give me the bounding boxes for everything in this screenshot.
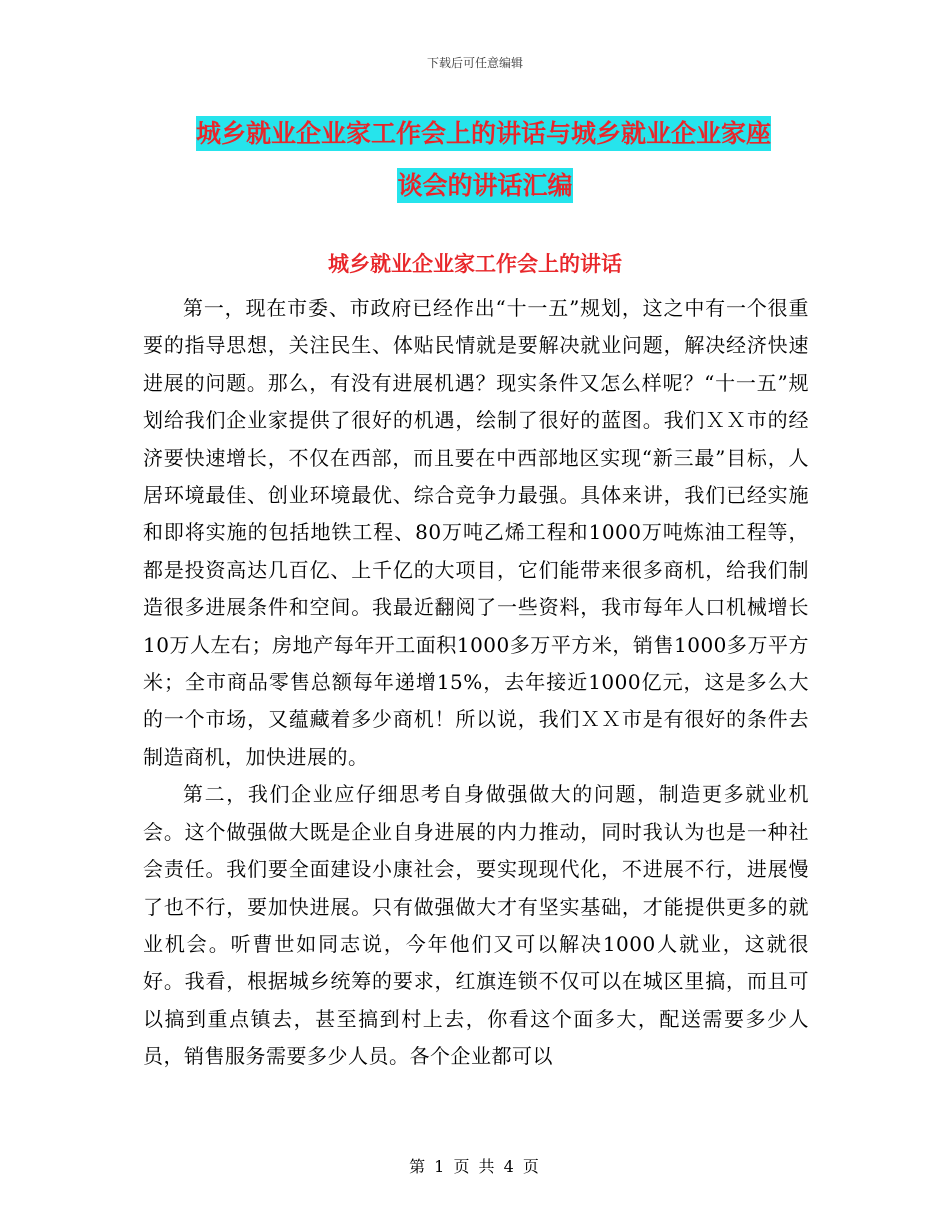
title-highlight-2: 谈会的讲话汇编 xyxy=(397,168,572,203)
paragraph-1: 第一，现在市委、市政府已经作出“十一五”规划，这之中有一个很重要的指导思想，关注民生、体贴民情就是要解决就业问题，解决经济快速进展的问题。那么，有没有进展机遇？现实条件又怎么样呢？“十一五”规划给我们企业家提供了很好的机遇，绘制了很好的蓝图。我们ＸＸ市的经济要快速增长，不仅在西部，而且要在中西部地区实现“新三最”目标，人居环境最佳、创业环境最优、综合竞争力最强。具体来讲，我们已经实施和即将实施的包括地铁工程、80万吨乙烯工程和1000万吨炼油工程等，都是投资高达几百亿、上千亿的大项目，它们能带来很多商机，给我们制造很多进展条件和空间。我最近翻阅了一些资料，我市每年人口机械增长10万人左右；房地产每年开工面积1000多万平方米，销售1000多万平方米；全市商品零售总额每年递增15%，去年接近1000亿元，这是多么大的一个市场，又蕴藏着多少商机！所以说，我们ＸＸ市是有很好的条件去制造商机，加快进展的。 xyxy=(143,296,809,769)
page-footer: 第 1 页 共 4 页 xyxy=(409,1157,541,1176)
paragraph-2: 第二，我们企业应仔细思考自身做强做大的问题，制造更多就业机会。这个做强做大既是企业自身进展的内力推动，同时我认为也是一种社会责任。我们要全面建设小康社会，要实现现代化，不进展不行，进展慢了也不行，要加快进展。只有做强做大才有坚实基础，才能提供更多的就业机会。听曹世如同志说，今年他们又可以解决1000人就业，这就很好。我看，根据城乡统筹的要求，红旗连锁不仅可以在城区里搞，而且可以搞到重点镇去，甚至搞到村上去，你看这个面多大，配送需要多少人员，销售服务需要多少人员。各个企业都可以 xyxy=(143,782,809,1069)
document-title-line-1 xyxy=(140,108,810,160)
section-title: 城乡就业企业家工作会上的讲话 xyxy=(328,252,622,276)
page-header-note: 下载后可任意编辑 xyxy=(426,56,523,70)
title-highlight-1: 城乡就业企业家工作会上的讲话与城乡就业企业家座 xyxy=(196,116,771,151)
document-body xyxy=(143,290,809,1076)
document-title-line-2 xyxy=(140,160,810,212)
document-title xyxy=(140,108,810,212)
